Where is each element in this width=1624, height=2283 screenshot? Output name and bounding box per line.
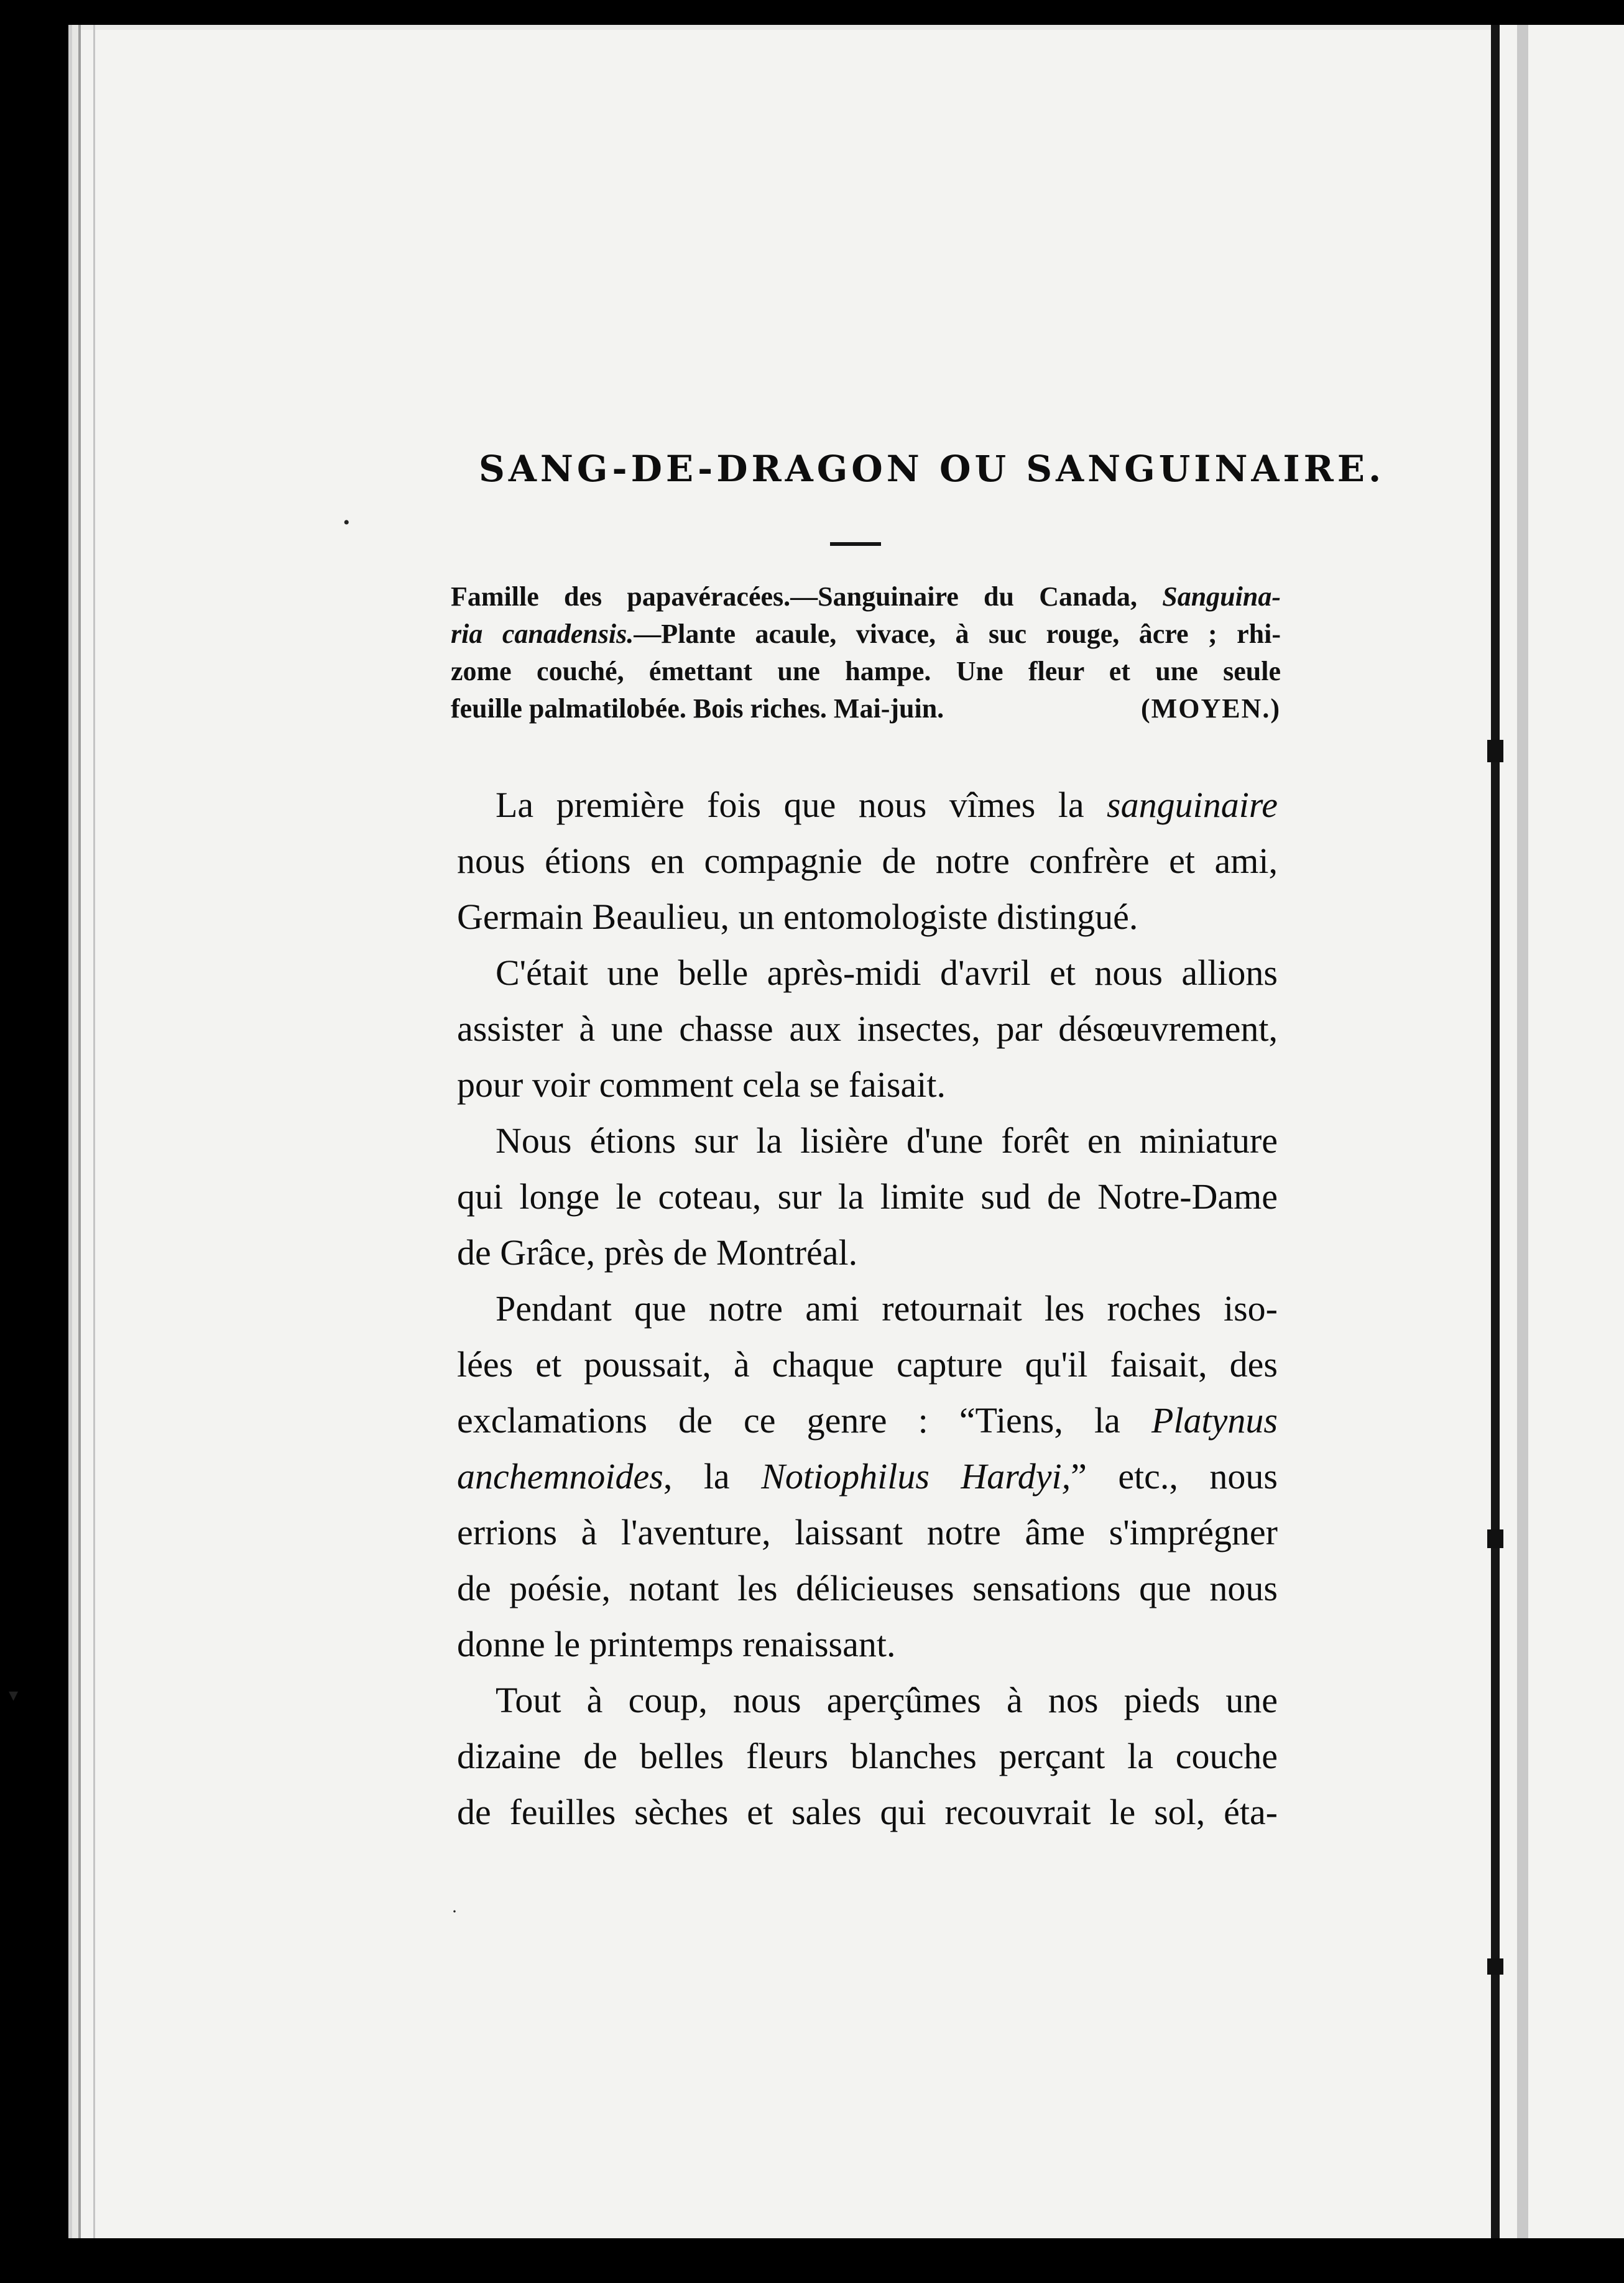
- title-rule: [830, 542, 881, 546]
- abstract-size: (MOYEN.): [1141, 693, 1281, 724]
- gutter-mark: [1487, 1958, 1503, 1975]
- text-line: qui longe le coteau, sur la limite sud de Notre-Dame: [457, 1176, 1278, 1217]
- text-line: exclamations de ce genre : “Tiens, la Platynus: [457, 1400, 1278, 1441]
- italic-term: Sanguina-: [1162, 581, 1281, 612]
- text-line: Tout à coup, nous aperçûmes à nos pieds une: [496, 1680, 1278, 1720]
- abstract-line: zome couché, émettant une hampe. Une fleur et une seule: [451, 656, 1281, 686]
- gutter-mark: [1487, 740, 1503, 762]
- text-line: La première fois que nous vîmes la sanguinaire: [496, 785, 1278, 825]
- page-edge-line-inner: [93, 25, 95, 2238]
- italic-term: Notiophilus Hardyi,: [761, 1456, 1071, 1497]
- text-line: assister à une chasse aux insectes, par désœuvrement,: [457, 1008, 1278, 1049]
- text-line: dizaine de belles fleurs blanches perçant la couche: [457, 1736, 1278, 1776]
- text-line: anchemnoides, la Notiophilus Hardyi,” etc., nous: [457, 1456, 1278, 1497]
- paragraph: [457, 1281, 1278, 1672]
- page-edge-line: [78, 25, 81, 2238]
- text-line: de poésie, notant les délicieuses sensations que nous: [457, 1568, 1278, 1608]
- text-line: nous étions en compagnie de notre confrère et ami,: [457, 841, 1278, 881]
- text-line: pour voir comment cela se faisait.: [457, 1064, 946, 1105]
- body-text: [457, 777, 1278, 1840]
- italic-term: anchemnoides: [457, 1456, 663, 1497]
- paragraph: [457, 777, 1278, 945]
- abstract-habitat: feuille palmatilobée. Bois riches. Mai-juin.: [451, 693, 944, 724]
- abstract-line: Famille des papavéracées.—Sanguinaire du Canada, Sanguina-: [451, 581, 1281, 612]
- abstract-line: ria canadensis.—Plante acaule, vivace, à suc rouge, âcre ; rhi-: [451, 619, 1281, 649]
- text-line: donne le printemps renaissant.: [457, 1624, 896, 1664]
- text-line: Nous étions sur la lisière d'une forêt en miniature: [496, 1120, 1278, 1161]
- text-line: C'était une belle après-midi d'avril et nous allions: [496, 952, 1278, 993]
- text-line: de feuilles sèches et sales qui recouvrait le sol, éta-: [457, 1792, 1278, 1832]
- paragraph: [457, 945, 1278, 1113]
- text-line: lées et poussait, à chaque capture qu'il faisait, des: [457, 1344, 1278, 1385]
- paragraph: [457, 1113, 1278, 1281]
- scan-speck: •: [343, 512, 350, 533]
- botanical-abstract: [451, 578, 1281, 727]
- text-line: de Grâce, près de Montréal.: [457, 1232, 858, 1273]
- chapter-title: SANG-DE-DRAGON OU SANGUINAIRE.: [479, 448, 1385, 490]
- text-line: Pendant que notre ami retournait les roches iso-: [496, 1288, 1278, 1329]
- paragraph: [457, 1672, 1278, 1840]
- italic-term: Platynus: [1151, 1400, 1278, 1441]
- italic-term: ria canadensis.: [451, 619, 634, 649]
- abstract-line: [451, 690, 1281, 727]
- italic-term: sanguinaire: [1107, 785, 1278, 825]
- facing-page-shadow: [1517, 25, 1528, 2238]
- scan-speck: ·: [451, 1901, 458, 1922]
- facing-page: [1492, 25, 1624, 2238]
- text-line: errions à l'aventure, laissant notre âme s'imprégner: [457, 1512, 1278, 1552]
- text-line: Germain Beaulieu, un entomologiste distingué.: [457, 897, 1138, 937]
- gutter-mark: [1487, 1529, 1503, 1548]
- scan-speck: ▾: [9, 1685, 19, 1705]
- book-gutter: [1491, 25, 1500, 2238]
